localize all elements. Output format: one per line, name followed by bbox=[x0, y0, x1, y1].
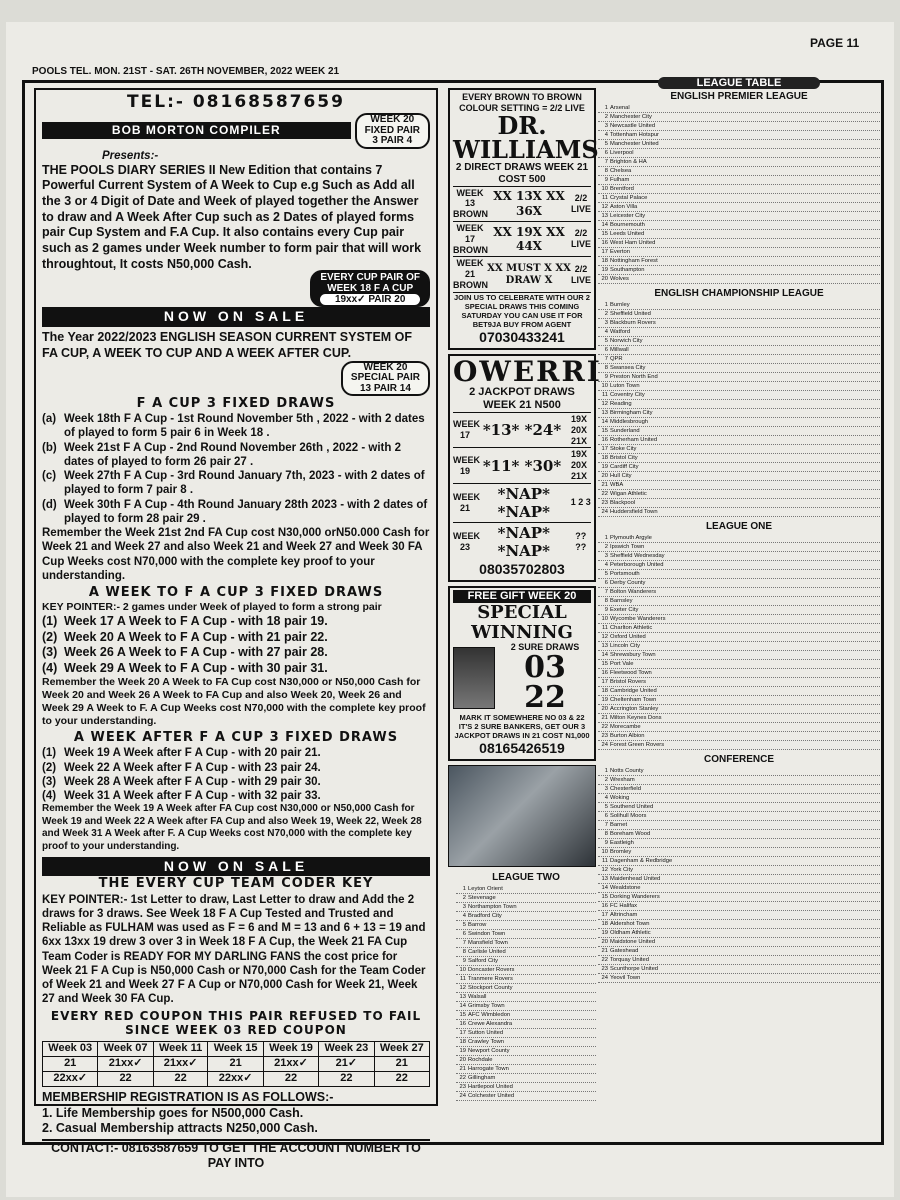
league-row: 17 Bristol Rovers bbox=[598, 678, 880, 687]
bob-morton-advert bbox=[28, 88, 440, 1171]
league-row: 9 Fulham bbox=[598, 176, 880, 185]
league-row: 10 Brentford bbox=[598, 185, 880, 194]
league-row: 12 York City bbox=[598, 866, 880, 875]
dr-williams-advert: EVERY BROWN TO BROWN COLOUR SETTING = 2/2 LIVE DR. WILLIAMS 2 DIRECT DRAWS WEEK 21 COST 500 WEEK 13 BROWN XX 13X XX 36X 2/2 LIVE WEEK 17 BROWN XX 19X XX 44X 2/2 LIVE WEEK 21 BROWN XX MUST X XX DRAW X 2/2 LIVE JOIN US TO CELEBRATE WITH OUR 2 SPECIAL DRAWS THIS COMING SATURDAY YOU CAN USE IT FOR BET9JA BUY FROM AGENT 07030433241 bbox=[448, 88, 596, 350]
league-row: 6 Swindon Town bbox=[456, 930, 596, 939]
league-row: 11 Crystal Palace bbox=[598, 194, 880, 203]
membership-life: 1. Life Membership goes for N500,000 Cash. bbox=[42, 1105, 304, 1120]
league-row: 14 Wealdstone bbox=[598, 884, 880, 893]
league-row: 19 Cardiff City bbox=[598, 463, 880, 472]
league-row: 5 Portsmouth bbox=[598, 570, 880, 579]
league-row: 4 Woking bbox=[598, 794, 880, 803]
league-row: 23 Scunthorpe United bbox=[598, 965, 880, 974]
league-row: 12 Aston Villa bbox=[598, 203, 880, 212]
league-row: 2 Ipswich Town bbox=[598, 543, 880, 552]
league-row: 8 Carlisle United bbox=[456, 948, 596, 957]
league-row: 6 Derby County bbox=[598, 579, 880, 588]
week-after-cup-list: (1) Week 19 A Week after F A Cup - with 20 pair 21. (2) Week 22 A Week after F A Cup - with 23 pair 24. (3) Week 28 A Week after F A Cup - with 29 pair 30. (4) Week 31 A Week after F A Cup - with 32 pair 33. bbox=[42, 747, 321, 803]
league-row: 7 Barnet bbox=[598, 821, 880, 830]
league-row: 3 Newcastle United bbox=[598, 122, 880, 131]
cup-pair-badge: EVERY CUP PAIR OF WEEK 18 F A CUP 19xx✓ PAIR 20 bbox=[310, 270, 430, 307]
league-row: 8 Boreham Wood bbox=[598, 830, 880, 839]
compiler-banner: BOB MORTON COMPILER bbox=[42, 122, 351, 139]
coupon-week-table: Week 03 Week 07 Week 11 Week 15 Week 19 Week 23 Week 27 21 21xx✓ 21xx✓ 21 21xx✓ 21✓ 21 22xx✓ 22 22 22xx✓ 22 22 22 bbox=[42, 1041, 430, 1087]
league-row: 2 Stevenage bbox=[456, 894, 596, 903]
league-row: 9 Salford City bbox=[456, 957, 596, 966]
league-row: 9 Eastleigh bbox=[598, 839, 880, 848]
league-row: 19 Newport County bbox=[456, 1047, 596, 1056]
league-row: 24 Yeovil Town bbox=[598, 974, 880, 983]
page-number: PAGE 11 bbox=[810, 36, 860, 50]
league-row: 8 Swansea City bbox=[598, 364, 880, 373]
league-row: 20 Wolves bbox=[598, 275, 880, 284]
league-row: 12 Reading bbox=[598, 400, 880, 409]
week-to-cup-note: Remember the Week 20 A Week to FA Cup cost N30,000 or N50,000 Cash for Week 20 and Week 26 A Week to FA Cup and also Week 20, Week 26 and Week 29 A Week to F. A Cup Weeks cost N70,000 with the complete key proof to your understanding. bbox=[42, 676, 426, 728]
league-row: 5 Southend United bbox=[598, 803, 880, 812]
league-row: 1 Plymouth Argyle bbox=[598, 534, 880, 543]
league-row: 21 Milton Keynes Dons bbox=[598, 714, 880, 723]
league-row: 13 Maidenhead United bbox=[598, 875, 880, 884]
dr-williams-phone: 07030433241 bbox=[479, 328, 565, 345]
now-on-sale-banner-2: NOW ON SALE bbox=[42, 857, 430, 876]
league-row: 22 Wigan Athletic bbox=[598, 490, 880, 499]
league-row: 13 Birmingham City bbox=[598, 409, 880, 418]
league-row: 21 Gateshead bbox=[598, 947, 880, 956]
fa-cup-list: (a) Week 18th F A Cup - 1st Round November 5th , 2022 - with 2 dates of played to form 5 pair 6 in Week 18 . (b) Week 21st F A Cup - 2nd Round November 26th , 2022 - with 2 dates of played to form 26 pair 27 . (c) Week 27th F A Cup - 3rd Round January 7th, 2023 - with 2 dates of played to form 7 pair 8 . (d) Week 30th F A Cup - 4th Round January 28th 2023 - with 2 dates of played to form 28 pair 29 . bbox=[42, 413, 428, 525]
league-row: 14 Middlesbrough bbox=[598, 418, 880, 427]
league-row: 19 Cheltenham Town bbox=[598, 696, 880, 705]
league-row: 24 Colchester United bbox=[456, 1092, 596, 1101]
league-row: 6 Solihull Moors bbox=[598, 812, 880, 821]
league-row: 9 Exeter City bbox=[598, 606, 880, 615]
owerri-advert: OWERRI 2 JACKPOT DRAWS WEEK 21 N500 WEEK 17 *13* *24* 19X 20X 21X WEEK 19 *11* *30* 19X 20X 21X WEEK 21 *NAP* *NAP* 1 2 3 WEEK 23 *NAP* *NAP* ?? ?? 08035702803 bbox=[448, 354, 596, 582]
league-two-table: LEAGUE TWO 1 Leyton Orient 2 Stevenage 3 Northampton Town 4 Bradford City 5 Barrow 6 Swindon Town 7 Mansfield Town 8 Carlisle United 9 Salford City 10 Doncaster Rovers 11 Tranmere Rovers 12 Stockport County 13 Walsall 14 Grimsby Town 15 AFC Wimbledon 16 Crewe Alexandra 17 Sutton United 18 Crawley Town 19 Newport County 20 Rochdale 21 Harrogate Town 22 Gillingham 23 Hartlepool United 24 Colchester United bbox=[456, 870, 596, 1140]
league-row: 4 Watford bbox=[598, 328, 880, 337]
league-row: 22 Morecambe bbox=[598, 723, 880, 732]
league-row: 2 Manchester City bbox=[598, 113, 880, 122]
league-row: 20 Maidstone United bbox=[598, 938, 880, 947]
league-row: 15 Dorking Wanderers bbox=[598, 893, 880, 902]
league-row: 2 Sheffield United bbox=[598, 310, 880, 319]
league-row: 19 Oldham Athletic bbox=[598, 929, 880, 938]
league-row: 23 Burton Albion bbox=[598, 732, 880, 741]
diary-intro: THE POOLS DIARY SERIES II New Edition that contains 7 Powerful Current System of A Week to Cup e.g Such as Add all the 3 or 4 Digit of Date and Week of played together the Answer to draw and A Week After Cup such as 2 Dates of played forms pair Cup System and F.A Cup. It also contains every Cup pair such as 2 games under Week number to form pair that will work throughtout, It costs N50,000 Cash. bbox=[42, 162, 422, 271]
league-row: 23 Hartlepool United bbox=[456, 1083, 596, 1092]
league-row: 1 Burnley bbox=[598, 301, 880, 310]
league-row: 16 Fleetwood Town bbox=[598, 669, 880, 678]
league-row: 11 Charlton Athletic bbox=[598, 624, 880, 633]
epl-title: ENGLISH PREMIER LEAGUE bbox=[670, 91, 808, 102]
league-one-table bbox=[598, 534, 880, 750]
league-row: 20 Accrington Stanley bbox=[598, 705, 880, 714]
league-row: 18 Aldershot Town bbox=[598, 920, 880, 929]
league-row: 15 Leeds United bbox=[598, 230, 880, 239]
league-row: 14 Shrewsbury Town bbox=[598, 651, 880, 660]
championship-title: ENGLISH CHAMPIONSHIP LEAGUE bbox=[654, 288, 824, 299]
league-row: 18 Bristol City bbox=[598, 454, 880, 463]
contact-line: CONTACT:- 08163587659 TO GET THE ACCOUNT NUMBER TO PAY INTO bbox=[42, 1139, 430, 1172]
season-text: The Year 2022/2023 ENGLISH SEASON CURRENT SYSTEM OF FA CUP, A WEEK TO CUP AND A WEEK AFTER CUP. bbox=[42, 329, 413, 360]
membership-title: MEMBERSHIP REGISTRATION IS AS FOLLOWS:- bbox=[42, 1090, 334, 1105]
league-row: 12 Oxford United bbox=[598, 633, 880, 642]
league-row: 16 Crewe Alexandra bbox=[456, 1020, 596, 1029]
league-row: 5 Norwich City bbox=[598, 337, 880, 346]
free-gift-advert: FREE GIFT WEEK 20 SPECIAL WINNING 2 SURE DRAWS 03 22 MARK IT SOMEWHERE NO 03 & 22 IT'S 2 SURE BANKERS, GET OUR 3 JACKPOT DRAWS IN 21 COST N1,000 08165426519 bbox=[448, 586, 596, 761]
league-row: 6 Liverpool bbox=[598, 149, 880, 158]
league-row: 4 Bradford City bbox=[456, 912, 596, 921]
league-row: 15 Sunderland bbox=[598, 427, 880, 436]
league-row: 3 Sheffield Wednesday bbox=[598, 552, 880, 561]
membership-casual: 2. Casual Membership attracts N250,000 Cash. bbox=[42, 1121, 318, 1136]
week-after-cup-note: Remember the Week 19 A Week after FA Cup cost N30,000 or N50,000 Cash for Week 19 and Week 22 A Week after FA Cup and also Week 19, Week 22, Week 28 and Week 31 A Week after F. A Cup Weeks cost N70,000 with the complete key proof to your understanding. bbox=[42, 803, 422, 852]
dr-williams-name: DR. WILLIAMS bbox=[453, 110, 599, 164]
now-on-sale-banner: NOW ON SALE bbox=[42, 307, 430, 326]
league-row: 16 Rotherham United bbox=[598, 436, 880, 445]
league-row: 17 Everton bbox=[598, 248, 880, 257]
league-row: 18 Cambridge United bbox=[598, 687, 880, 696]
red-coupon-headline: EVERY RED COUPON THIS PAIR REFUSED TO FAIL SINCE WEEK 03 RED COUPON bbox=[50, 1008, 422, 1038]
league-row: 14 Bournemouth bbox=[598, 221, 880, 230]
presents-label: Presents:- bbox=[102, 149, 159, 162]
league-row: 1 Leyton Orient bbox=[456, 885, 596, 894]
fa-cup-title: F A CUP 3 FIXED DRAWS bbox=[136, 396, 336, 412]
league-row: 11 Dagenham & Redbridge bbox=[598, 857, 880, 866]
league-row: 7 Mansfield Town bbox=[456, 939, 596, 948]
league-row: 13 Lincoln City bbox=[598, 642, 880, 651]
league-row: 5 Barrow bbox=[456, 921, 596, 930]
fa-cup-note: Remember the Week 21st 2nd FA Cup cost N30,000 orN50.000 Cash for Week 21 and Week 27 and also Week 21 and Week 27 and Week 30 FA Cup Weeks cost N70,000 with the complete key proof to your understanding. bbox=[42, 527, 430, 582]
league-row: 21 WBA bbox=[598, 481, 880, 490]
league-row: 16 West Ham United bbox=[598, 239, 880, 248]
league-row: 10 Wycombe Wanderers bbox=[598, 615, 880, 624]
league-row: 13 Walsall bbox=[456, 993, 596, 1002]
fixed-pair-badge: WEEK 20 FIXED PAIR 3 PAIR 4 bbox=[355, 113, 430, 149]
team-coder-title: THE EVERY CUP TEAM CODER KEY bbox=[98, 876, 374, 892]
league-row: 4 Tottenham Hotspur bbox=[598, 131, 880, 140]
epl-table bbox=[598, 104, 880, 284]
league-row: 3 Northampton Town bbox=[456, 903, 596, 912]
week-to-cup-list: (1) Week 17 A Week to F A Cup - with 18 pair 19. (2) Week 20 A Week to F A Cup - with 21 pair 22. (3) Week 26 A Week to F A Cup - with 27 pair 28. (4) Week 29 A Week to F A Cup - with 30 pair 31. bbox=[42, 614, 328, 675]
owerri-phone: 08035702803 bbox=[479, 560, 565, 577]
league-row: 7 Brighton & HA bbox=[598, 158, 880, 167]
league-row: 20 Rochdale bbox=[456, 1056, 596, 1065]
league-row: 24 Huddersfield Town bbox=[598, 508, 880, 517]
week-to-cup-title: A WEEK TO F A CUP 3 FIXED DRAWS bbox=[88, 585, 384, 601]
league-row: 7 Bolton Wanderers bbox=[598, 588, 880, 597]
league-row: 4 Peterborough United bbox=[598, 561, 880, 570]
league-row: 16 FC Halifax bbox=[598, 902, 880, 911]
league-row: 8 Barnsley bbox=[598, 597, 880, 606]
league-row: 8 Chelsea bbox=[598, 167, 880, 176]
league-row: 15 Port Vale bbox=[598, 660, 880, 669]
league-row: 3 Blackburn Rovers bbox=[598, 319, 880, 328]
league-row: 11 Tranmere Rovers bbox=[456, 975, 596, 984]
league-row: 13 Leicester City bbox=[598, 212, 880, 221]
league-row: 10 Bromley bbox=[598, 848, 880, 857]
league-row: 24 Forest Green Rovers bbox=[598, 741, 880, 750]
league-row: 23 Blackpool bbox=[598, 499, 880, 508]
conference-title: CONFERENCE bbox=[703, 754, 774, 765]
team-coder-text: KEY POINTER:- 1st Letter to draw, Last Letter to draw and Add the 2 draws for 3 draws. See Week 18 F A Cup Tested and Trusted and Reliable as FULHAM was used as F = 6 and M = 13 and 6 + 13 = 19 and 6xx 13xx 19 drew 3 over 3 in Week 18 F A Cup, the Week 21 FA Cup Team Coder is READY FOR MY DARLING FANS the cost price for Week 21 F A Cup is N50,000 Cash or N70,000 Cash for the Team Coder of Week 21 and Week 27 F A Cup or N70,000 Cash for Week 21, Week 27 and Week 30 FA Cup. bbox=[42, 893, 426, 1006]
league-row: 3 Chesterfield bbox=[598, 785, 880, 794]
league-row: 17 Stoke City bbox=[598, 445, 880, 454]
league-row: 22 Gillingham bbox=[456, 1074, 596, 1083]
league-row: 7 QPR bbox=[598, 355, 880, 364]
league-row: 14 Grimsby Town bbox=[456, 1002, 596, 1011]
week-to-cup-key: KEY POINTER:- 2 games under Week of played to form a strong pair bbox=[42, 601, 382, 614]
league-tables bbox=[598, 75, 880, 1135]
free-gift-phone: 08165426519 bbox=[479, 740, 565, 757]
football-match-photo bbox=[448, 765, 596, 867]
league-row: 18 Crawley Town bbox=[456, 1038, 596, 1047]
league-row: 18 Nottingham Forest bbox=[598, 257, 880, 266]
league-row: 17 Sutton United bbox=[456, 1029, 596, 1038]
conference-table bbox=[598, 767, 880, 983]
telephone-headline: TEL:- 08168587659 bbox=[127, 92, 345, 112]
league-row: 11 Coventry City bbox=[598, 391, 880, 400]
week-after-cup-title: A WEEK AFTER F A CUP 3 FIXED DRAWS bbox=[73, 730, 399, 746]
running-head: POOLS TEL. MON. 21ST - SAT. 26TH NOVEMBER, 2022 WEEK 21 bbox=[32, 66, 340, 77]
league-row: 10 Doncaster Rovers bbox=[456, 966, 596, 975]
league-row: 17 Altrincham bbox=[598, 911, 880, 920]
league-row: 2 Wrexham bbox=[598, 776, 880, 785]
special-pair-badge: WEEK 20 SPECIAL PAIR 13 PAIR 14 bbox=[341, 361, 430, 397]
league-row: 1 Arsenal bbox=[598, 104, 880, 113]
league-row: 6 Millwall bbox=[598, 346, 880, 355]
league-row: 1 Notts County bbox=[598, 767, 880, 776]
league-row: 10 Luton Town bbox=[598, 382, 880, 391]
league-row: 19 Southampton bbox=[598, 266, 880, 275]
league-row: 22 Torquay United bbox=[598, 956, 880, 965]
championship-table bbox=[598, 301, 880, 517]
league-row: 21 Harrogate Town bbox=[456, 1065, 596, 1074]
league-row: 9 Preston North End bbox=[598, 373, 880, 382]
league-one-title: LEAGUE ONE bbox=[705, 521, 773, 532]
league-row: 12 Stockport County bbox=[456, 984, 596, 993]
league-row: 20 Hull City bbox=[598, 472, 880, 481]
league-row: 15 AFC Wimbledon bbox=[456, 1011, 596, 1020]
league-table-title: LEAGUE TABLE bbox=[658, 77, 820, 89]
league-row: 5 Manchester United bbox=[598, 140, 880, 149]
advertiser-photo bbox=[453, 647, 495, 709]
